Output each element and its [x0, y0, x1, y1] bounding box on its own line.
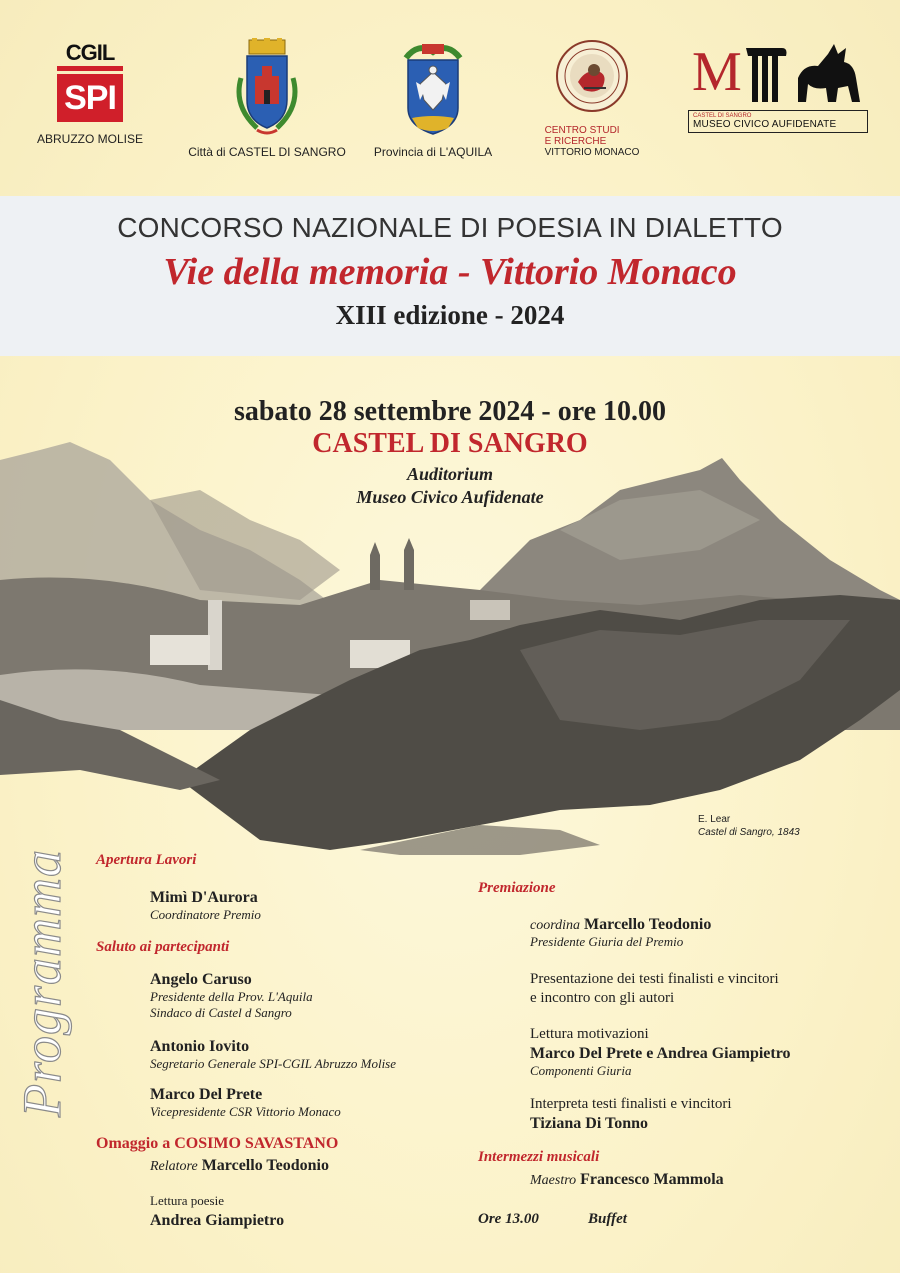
intermezzi-maestro [530, 1170, 724, 1189]
motivazioni-role: Componenti Giuria [530, 1063, 632, 1078]
presentazione-line: Presentazione dei testi finalisti e vincitori [530, 971, 779, 987]
cgil-caption: ABRUZZO MOLISE [36, 132, 143, 146]
cgil-bar [57, 66, 123, 71]
contest-subtitle: Vie della memoria - Vittorio Monaco [163, 251, 737, 293]
person-role: Coordinatore Premio [150, 907, 261, 922]
lettura-name: Andrea Giampietro [150, 1212, 285, 1229]
interpreta [530, 1095, 732, 1133]
credit-work: Castel di Sangro, 1843 [698, 827, 800, 838]
coordina-role: Presidente Giuria del Premio [530, 934, 684, 949]
person-role: Sindaco di Castel d Sangro [150, 1005, 292, 1020]
museo-letter: M [692, 41, 742, 103]
coordina-label: coordina [530, 918, 581, 933]
centro-line2: E RICERCHE [544, 136, 607, 147]
omaggio-heading: Omaggio a COSIMO SAVASTANO [96, 1135, 339, 1152]
museo-emblem [688, 38, 868, 106]
lettura-label: Lettura poesie [150, 1193, 224, 1208]
saluto-person-caruso [150, 970, 313, 1021]
programma-label: Programma [12, 849, 72, 1118]
presentazione [530, 970, 779, 1008]
centro-caption [545, 125, 640, 158]
relatore-label: Relatore [150, 1159, 198, 1174]
person-role: Presidente della Prov. L'Aquila [150, 989, 313, 1004]
person-name: Antonio Iovito [150, 1038, 250, 1055]
lettura-poesie [150, 1193, 284, 1230]
lettura-motivazioni [530, 1025, 791, 1079]
museo-small: CASTEL DI SANGRO [693, 113, 752, 119]
intermezzi-heading: Intermezzi musicali [478, 1149, 600, 1165]
interpreta-name: Tiziana Di Tonno [530, 1115, 648, 1132]
omaggio-relatore [150, 1156, 329, 1175]
person-name: Angelo Caruso [150, 971, 252, 988]
person-role: Vicepresidente CSR Vittorio Monaco [150, 1104, 341, 1119]
maestro-name: Francesco Mammola [580, 1171, 724, 1188]
buffet-label: Buffet [588, 1211, 627, 1227]
aquila-caption: Provincia di L'AQUILA [373, 145, 493, 159]
event-venue-museum: Museo Civico Aufidenate [356, 487, 544, 507]
coordina-name: Marcello Teodonio [584, 916, 712, 933]
maestro-label: Maestro [530, 1173, 577, 1188]
premiazione-coordina [530, 915, 711, 950]
centro-line1: CENTRO STUDI [544, 125, 620, 136]
relatore-name: Marcello Teodonio [201, 1157, 329, 1174]
museo-civico-logo [688, 38, 868, 133]
event-city: CASTEL DI SANGRO [312, 428, 588, 459]
aquila-crest-icon [398, 38, 468, 138]
buffet-time: Ore 13.00 [478, 1211, 539, 1227]
saluto-person-iovito [150, 1037, 396, 1072]
saluto-person-delprete [150, 1085, 341, 1120]
person-name: Marco Del Prete [150, 1086, 263, 1103]
person-name: Mimì D'Aurora [150, 889, 258, 906]
centro-studi-logo [532, 38, 652, 160]
centro-line3: VITTORIO MONACO [544, 147, 640, 158]
presentazione-line: e incontro con gli autori [530, 990, 675, 1006]
credit-author: E. Lear [698, 814, 731, 825]
cgil-wordmark: CGIL [65, 40, 115, 65]
premiazione-heading: Premiazione [478, 880, 556, 896]
spi-box: SPI [57, 74, 123, 122]
museo-name: MUSEO CIVICO AUFIDENATE [693, 119, 837, 130]
person-role: Segretario Generale SPI-CGIL Abruzzo Molise [150, 1056, 397, 1071]
provincia-aquila-logo [370, 38, 496, 159]
centro-seal-icon [554, 38, 630, 114]
contest-title: CONCORSO NAZIONALE DI POESIA IN DIALETTO [117, 212, 783, 243]
museo-label-box [688, 110, 868, 133]
title-band [0, 196, 900, 356]
apertura-person [150, 888, 261, 923]
castel-crest-icon [227, 38, 307, 138]
museo-column-bull-icon [742, 38, 868, 106]
interpreta-label: Interpreta testi finalisti e vincitori [530, 1096, 732, 1112]
motivazioni-label: Lettura motivazioni [530, 1026, 649, 1042]
apertura-heading: Apertura Lavori [96, 852, 197, 868]
castel-caption: Città di CASTEL DI SANGRO [188, 145, 346, 159]
edition: XIII edizione - 2024 [335, 300, 565, 330]
event-venue: Auditorium [406, 464, 494, 484]
cgil-spi-logo [28, 38, 152, 146]
event-date: sabato 28 settembre 2024 - ore 10.00 [233, 396, 667, 427]
motivazioni-names: Marco Del Prete e Andrea Giampietro [530, 1045, 791, 1062]
illustration-credit [698, 813, 800, 839]
saluto-heading: Saluto ai partecipanti [96, 939, 230, 955]
castel-di-sangro-logo [188, 38, 346, 159]
